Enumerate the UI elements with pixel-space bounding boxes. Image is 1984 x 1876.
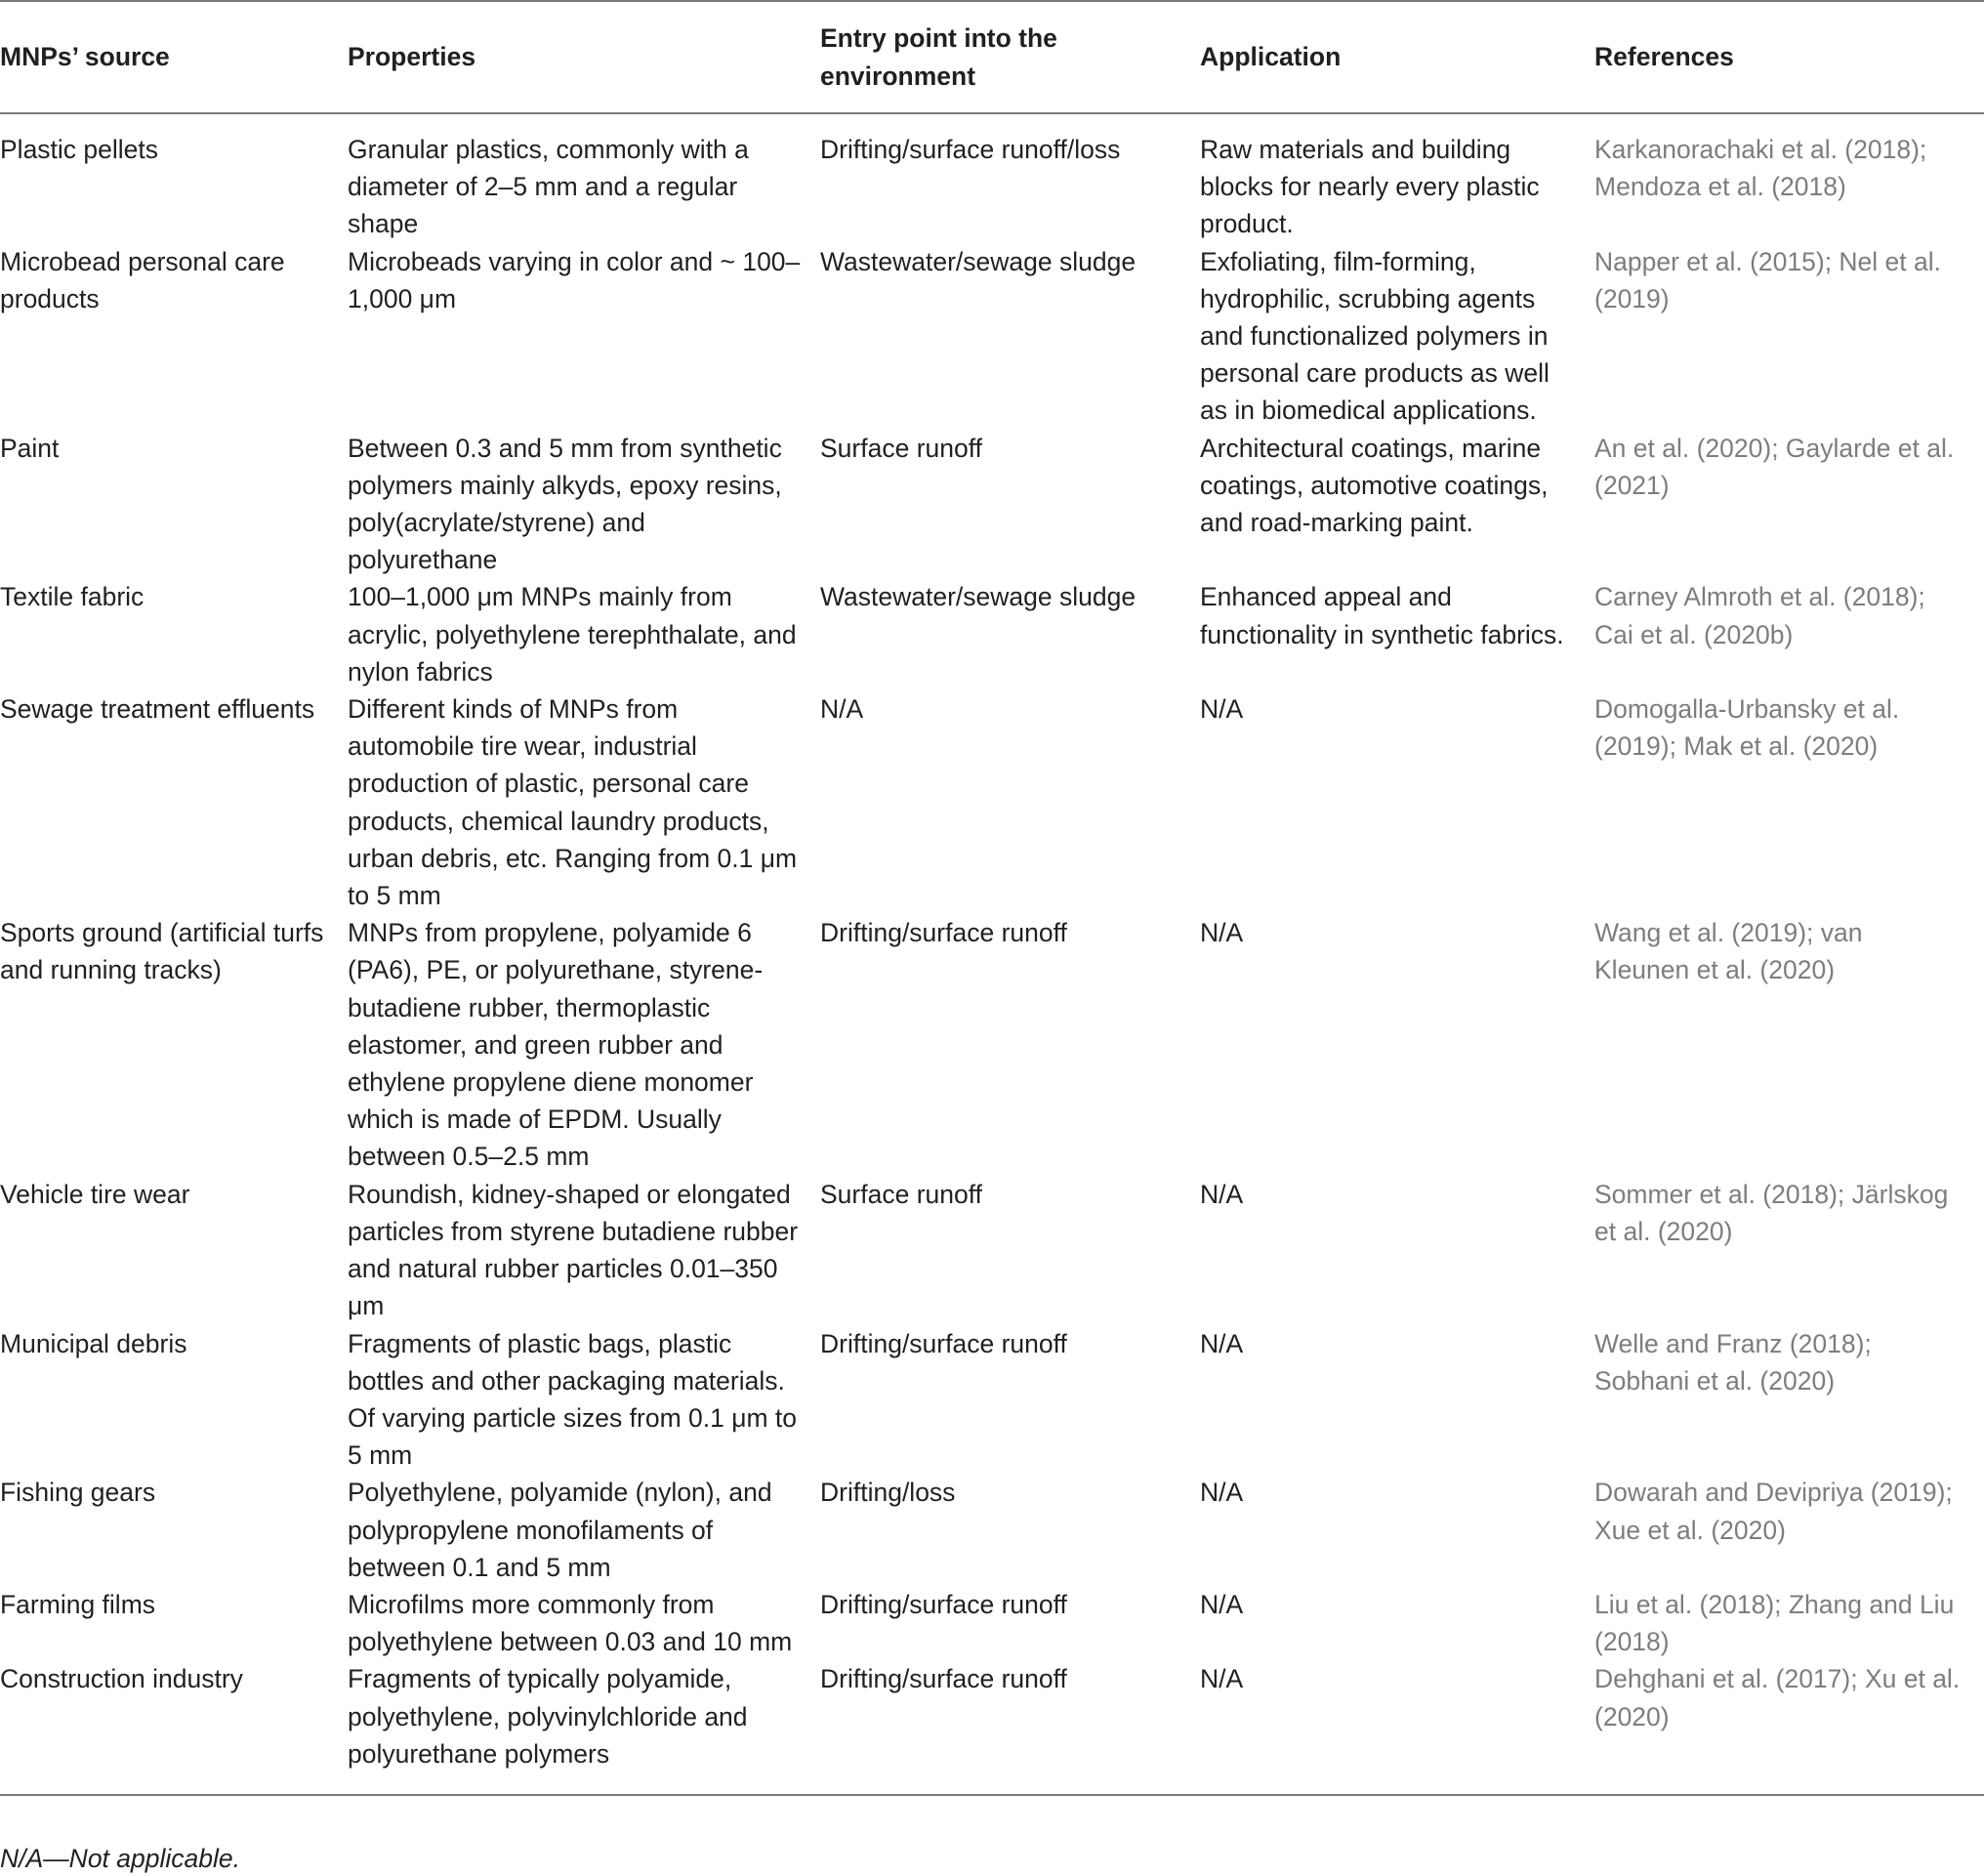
cell-entry-point: Drifting/surface runoff xyxy=(820,1589,1067,1619)
cell-properties: MNPs from propylene, polyamide 6 (PA6), PE, or polyurethane, styrene-butadiene rubber, thermoplastic elastomer, and green rubber and ethylene propylene diene monomer which is made of EPDM. Usually between 0.5–2.5 mm xyxy=(348,918,764,1172)
cell-properties: Fragments of plastic bags, plastic bottles and other packaging materials. Of varying particle sizes from 0.1 μm to 5 mm xyxy=(348,1328,798,1471)
header-application: Application xyxy=(1200,42,1342,72)
header-references: References xyxy=(1594,42,1734,72)
header-entry-point: Entry point into the environment xyxy=(820,23,1057,91)
table-row xyxy=(0,1586,1984,1660)
cell-references: Napper et al. (2015); Nel et al. (2019) xyxy=(1594,246,1941,313)
cell-application: N/A xyxy=(1200,1589,1244,1619)
cell-references: Karkanorachaki et al. (2018); Mendoza et al. (2018) xyxy=(1594,135,1927,202)
cell-properties: Microfilms more commonly from polyethylene between 0.03 and 10 mm xyxy=(348,1589,793,1657)
table-row xyxy=(0,1176,1984,1325)
cell-entry-point: Drifting/surface runoff xyxy=(820,1664,1067,1694)
table-row xyxy=(0,578,1984,690)
cell-entry-point: Drifting/surface runoff xyxy=(820,1328,1067,1358)
cell-source: Textile fabric xyxy=(0,582,145,612)
header-row xyxy=(0,1,1984,113)
cell-application: Raw materials and building blocks for nearly every plastic product. xyxy=(1200,135,1540,239)
cell-references: Sommer et al. (2018); Järlskog et al. (2020) xyxy=(1594,1179,1949,1246)
cell-properties: Roundish, kidney-shaped or elongated particles from styrene butadiene rubber and natural rubber particles 0.01–350 μm xyxy=(348,1179,799,1321)
cell-properties: Between 0.3 and 5 mm from synthetic polymers mainly alkyds, epoxy resins, poly(acrylate/styrene) and polyurethane xyxy=(348,433,782,575)
table-row xyxy=(0,430,1984,579)
cell-entry-point: Drifting/surface runoff/loss xyxy=(820,135,1121,164)
cell-entry-point: Wastewater/sewage sludge xyxy=(820,246,1137,276)
cell-source: Paint xyxy=(0,433,60,463)
table-row xyxy=(0,1660,1984,1795)
table-body xyxy=(0,113,1984,1795)
cell-source: Sports ground (artificial turfs and running tracks) xyxy=(0,918,324,985)
table-row xyxy=(0,690,1984,914)
table-row xyxy=(0,914,1984,1175)
cell-entry-point: N/A xyxy=(820,694,864,725)
cell-properties: Polyethylene, polyamide (nylon), and polypropylene monofilaments of between 0.1 and 5 mm xyxy=(348,1478,772,1582)
cell-application: N/A xyxy=(1200,694,1244,725)
cell-references: Dowarah and Devipriya (2019); Xue et al. (2020) xyxy=(1594,1478,1953,1545)
cell-source: Vehicle tire wear xyxy=(0,1179,190,1209)
cell-properties: Fragments of typically polyamide, polyethylene, polyvinylchloride and polyurethane polymers xyxy=(348,1664,748,1769)
cell-source: Fishing gears xyxy=(0,1478,156,1508)
cell-application: N/A xyxy=(1200,1179,1244,1209)
table-row xyxy=(0,1474,1984,1586)
cell-properties: Microbeads varying in color and ~ 100–1,000 μm xyxy=(348,246,801,313)
header-source: MNPs’ source xyxy=(0,42,170,72)
cell-source: Municipal debris xyxy=(0,1328,187,1358)
cell-source: Plastic pellets xyxy=(0,135,159,164)
header-properties: Properties xyxy=(348,42,476,72)
table-row xyxy=(0,1325,1984,1475)
cell-references: An et al. (2020); Gaylarde et al. (2021) xyxy=(1594,433,1955,500)
cell-references: Liu et al. (2018); Zhang and Liu (2018) xyxy=(1594,1589,1955,1657)
cell-application: N/A xyxy=(1200,1478,1244,1508)
cell-entry-point: Drifting/surface runoff xyxy=(820,918,1067,948)
cell-references: Wang et al. (2019); van Kleunen et al. (2020) xyxy=(1594,918,1863,985)
cell-source: Construction industry xyxy=(0,1664,243,1694)
table-row xyxy=(0,243,1984,430)
table-header xyxy=(0,1,1984,113)
cell-properties: 100–1,000 μm MNPs mainly from acrylic, polyethylene terephthalate, and nylon fabrics xyxy=(348,582,797,687)
cell-references: Carney Almroth et al. (2018); Cai et al. (2020b) xyxy=(1594,582,1925,649)
cell-entry-point: Surface runoff xyxy=(820,433,982,463)
cell-references: Dehghani et al. (2017); Xu et al. (2020) xyxy=(1594,1664,1961,1731)
cell-application: Exfoliating, film-forming, hydrophilic, scrubbing agents and functionalized polymers in personal care products as well as in biomedical applications. xyxy=(1200,246,1550,426)
cell-references: Welle and Franz (2018); Sobhani et al. (2020) xyxy=(1594,1328,1872,1396)
cell-application: Enhanced appeal and functionality in synthetic fabrics. xyxy=(1200,582,1564,649)
table-footnote: N/A—Not applicable. xyxy=(0,1844,240,1873)
cell-application: N/A xyxy=(1200,1328,1244,1358)
cell-source: Sewage treatment effluents xyxy=(0,694,315,725)
table-row xyxy=(0,113,1984,243)
cell-references: Domogalla-Urbansky et al. (2019); Mak et al. (2020) xyxy=(1594,694,1900,762)
cell-properties: Granular plastics, commonly with a diameter of 2–5 mm and a regular shape xyxy=(348,135,749,239)
cell-application: N/A xyxy=(1200,1664,1244,1694)
cell-entry-point: Surface runoff xyxy=(820,1179,982,1209)
cell-application: N/A xyxy=(1200,918,1244,948)
cell-entry-point: Wastewater/sewage sludge xyxy=(820,582,1137,612)
cell-properties: Different kinds of MNPs from automobile tire wear, industrial production of plastic, personal care products, chemical laundry products, urban debris, etc. Ranging from 0.1 μm to 5 mm xyxy=(348,694,798,911)
cell-source: Microbead personal care products xyxy=(0,246,285,313)
cell-source: Farming films xyxy=(0,1589,156,1619)
cell-entry-point: Drifting/loss xyxy=(820,1478,956,1508)
cell-application: Architectural coatings, marine coatings, automotive coatings, and road-marking paint. xyxy=(1200,433,1549,538)
